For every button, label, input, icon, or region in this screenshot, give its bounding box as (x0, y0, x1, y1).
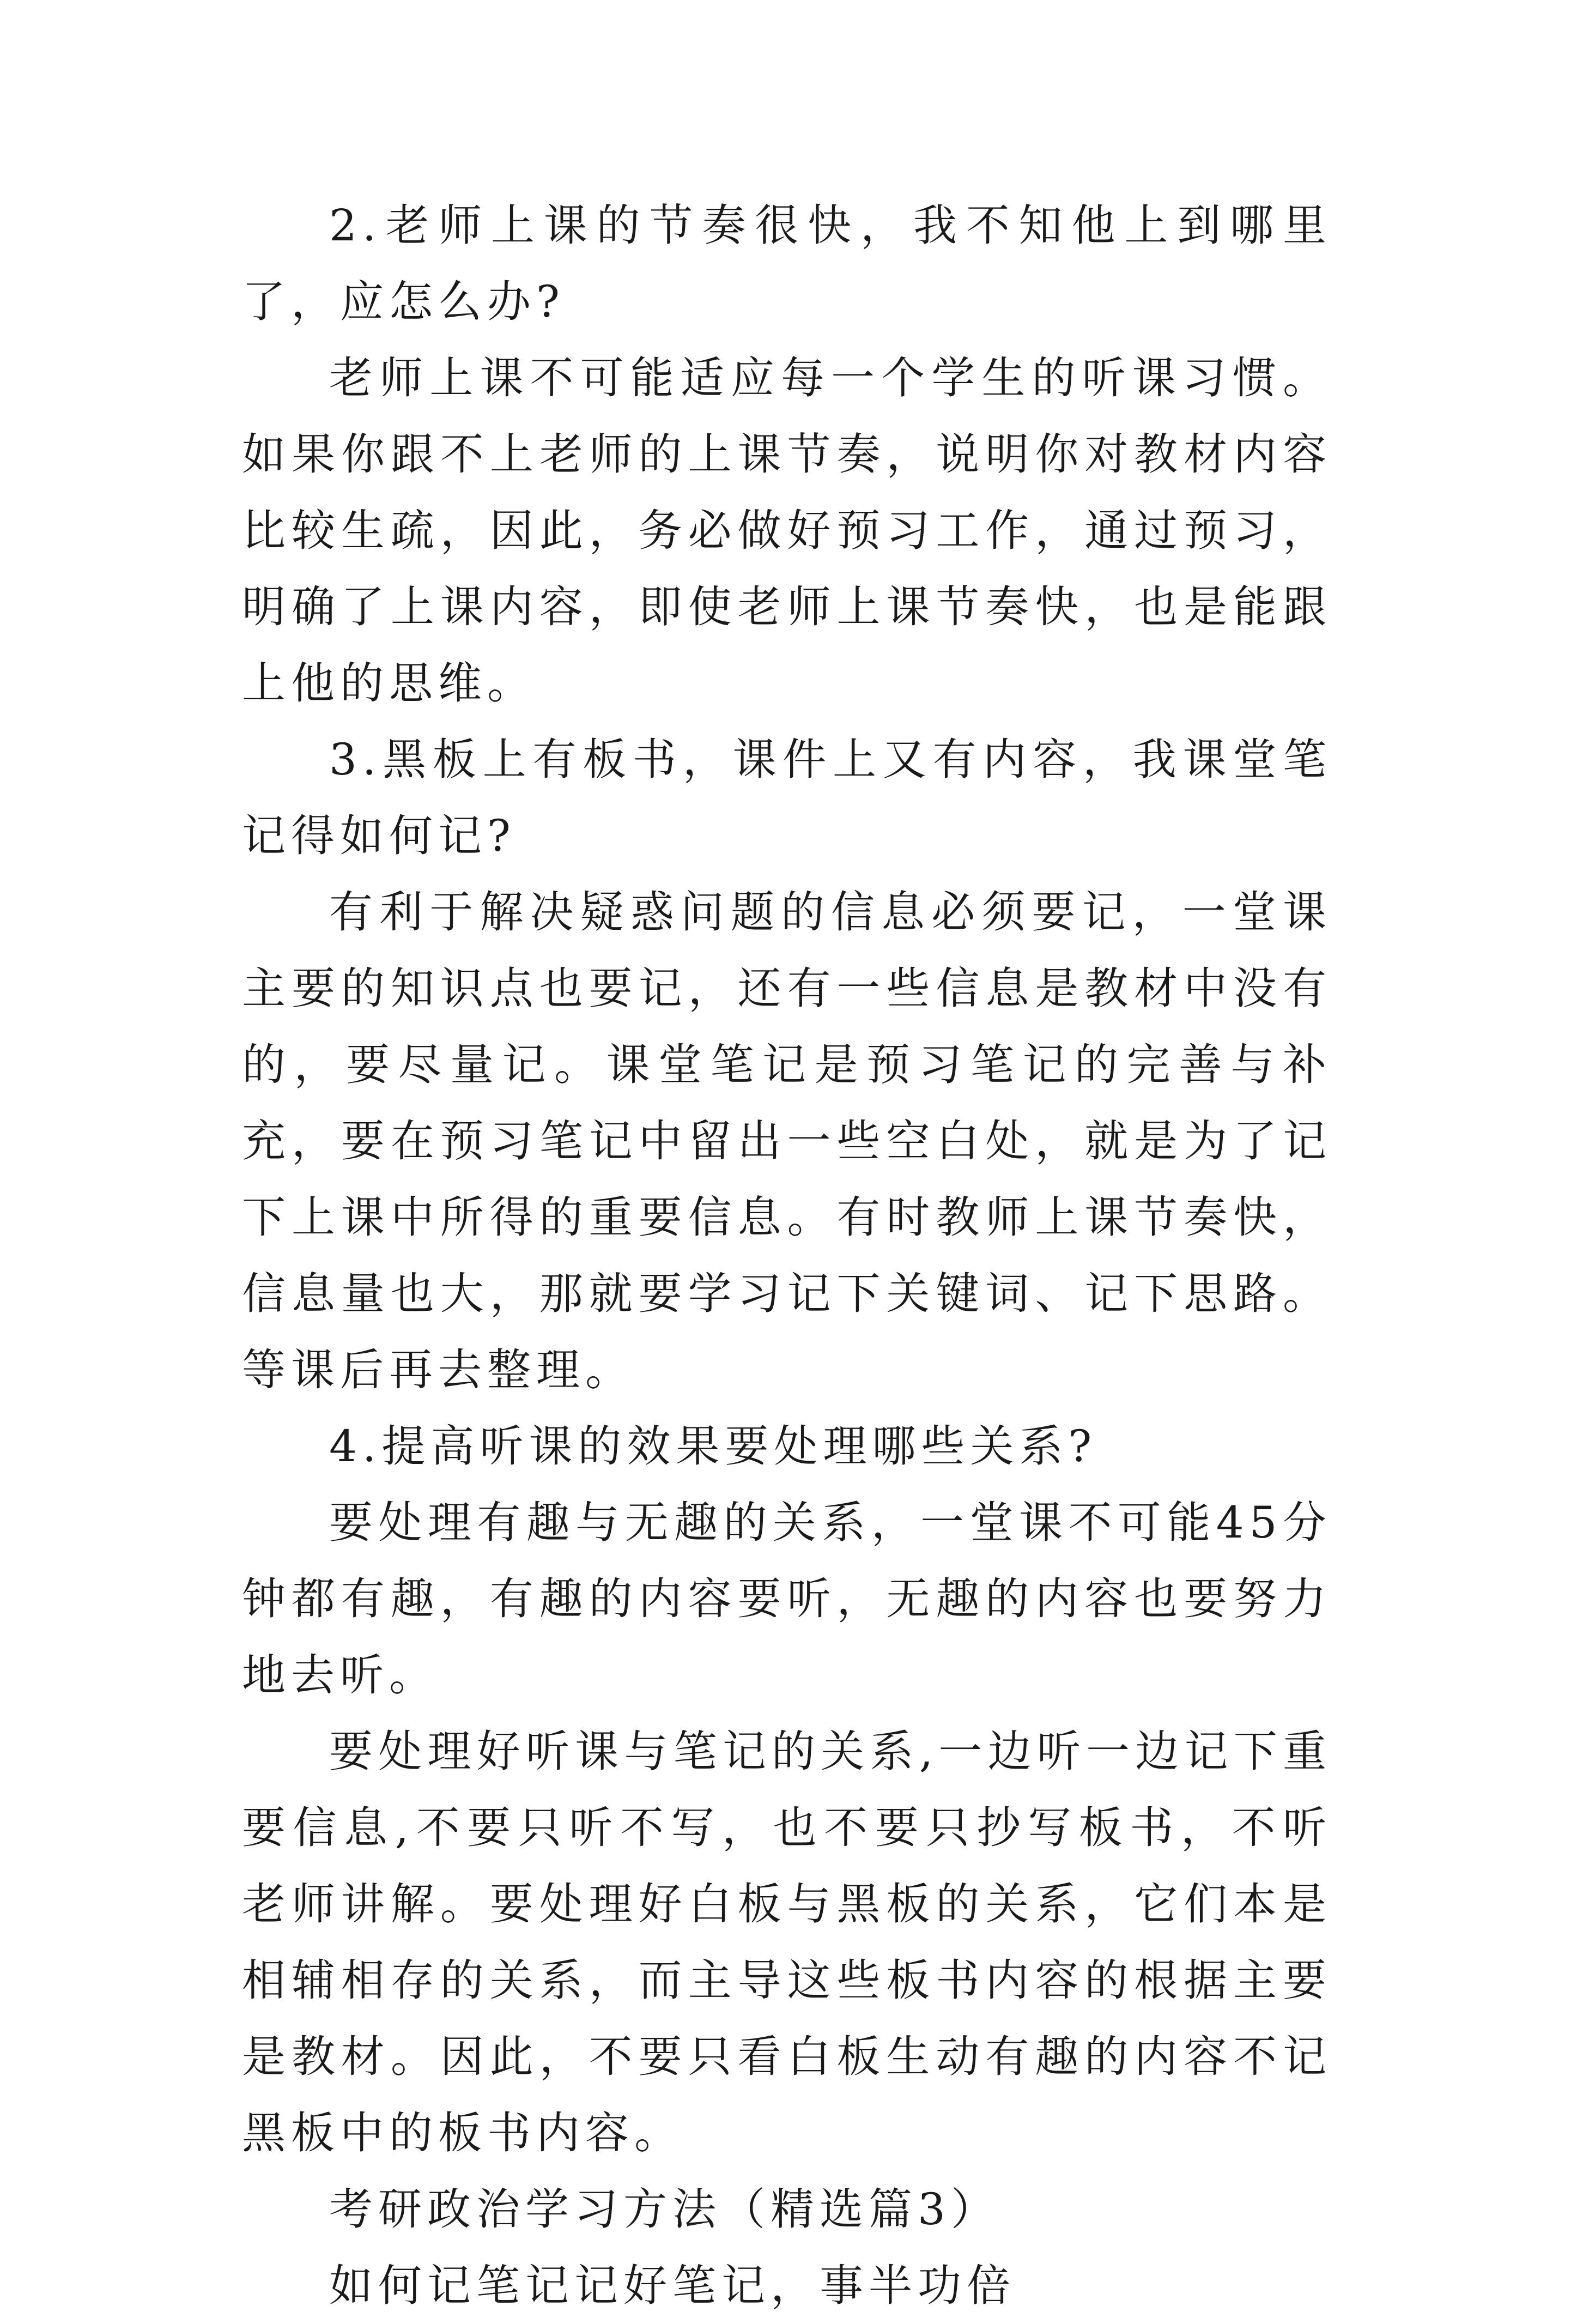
document-body (242, 187, 1332, 2324)
question-2-heading: 2.老师上课的节奏很快，我不知他上到哪里了，应怎么办? (242, 200, 1332, 327)
answer-4-paragraph-2: 要处理好听课与笔记的关系,一边听一边记下重要信息,不要只听不写，也不要只抄写板书，不听老师讲解。要处理好白板与黑板的关系，它们本是相辅相存的关系，而主导这些板书内容的根据主要是教材。因此，不要只看白板生动有趣的内容不记黑板中的板书内容。 (242, 1726, 1332, 2158)
section-subtitle: 如何记笔记记好笔记，事半功倍 (329, 2260, 1016, 2311)
answer-2-paragraph: 老师上课不可能适应每一个学生的听课习惯。如果你跟不上老师的上课节奏，说明你对教材内容比较生疏，因此，务必做好预习工作，通过预习，明确了上课内容，即使老师上课节奏快，也是能跟上他的思维。 (242, 353, 1332, 709)
answer-4-paragraph-1: 要处理有趣与无趣的关系，一堂课不可能45分钟都有趣，有趣的内容要听，无趣的内容也要努力地去听。 (242, 1497, 1332, 1700)
section-title: 考研政治学习方法（精选篇3） (329, 2184, 1000, 2235)
question-3-heading: 3.黑板上有板书，课件上又有内容，我课堂笔记得如何记? (242, 734, 1332, 861)
question-4-heading: 4.提高听课的效果要处理哪些关系? (329, 1421, 1097, 1472)
answer-3-paragraph: 有利于解决疑惑问题的信息必须要记，一堂课主要的知识点也要记，还有一些信息是教材中没有的，要尽量记。课堂笔记是预习笔记的完善与补充，要在预习笔记中留出一些空白处，就是为了记下上课中所得的重要信息。有时教师上课节奏快，信息量也大，那就要学习记下关键词、记下思路。等课后再去整理。 (242, 887, 1332, 1395)
